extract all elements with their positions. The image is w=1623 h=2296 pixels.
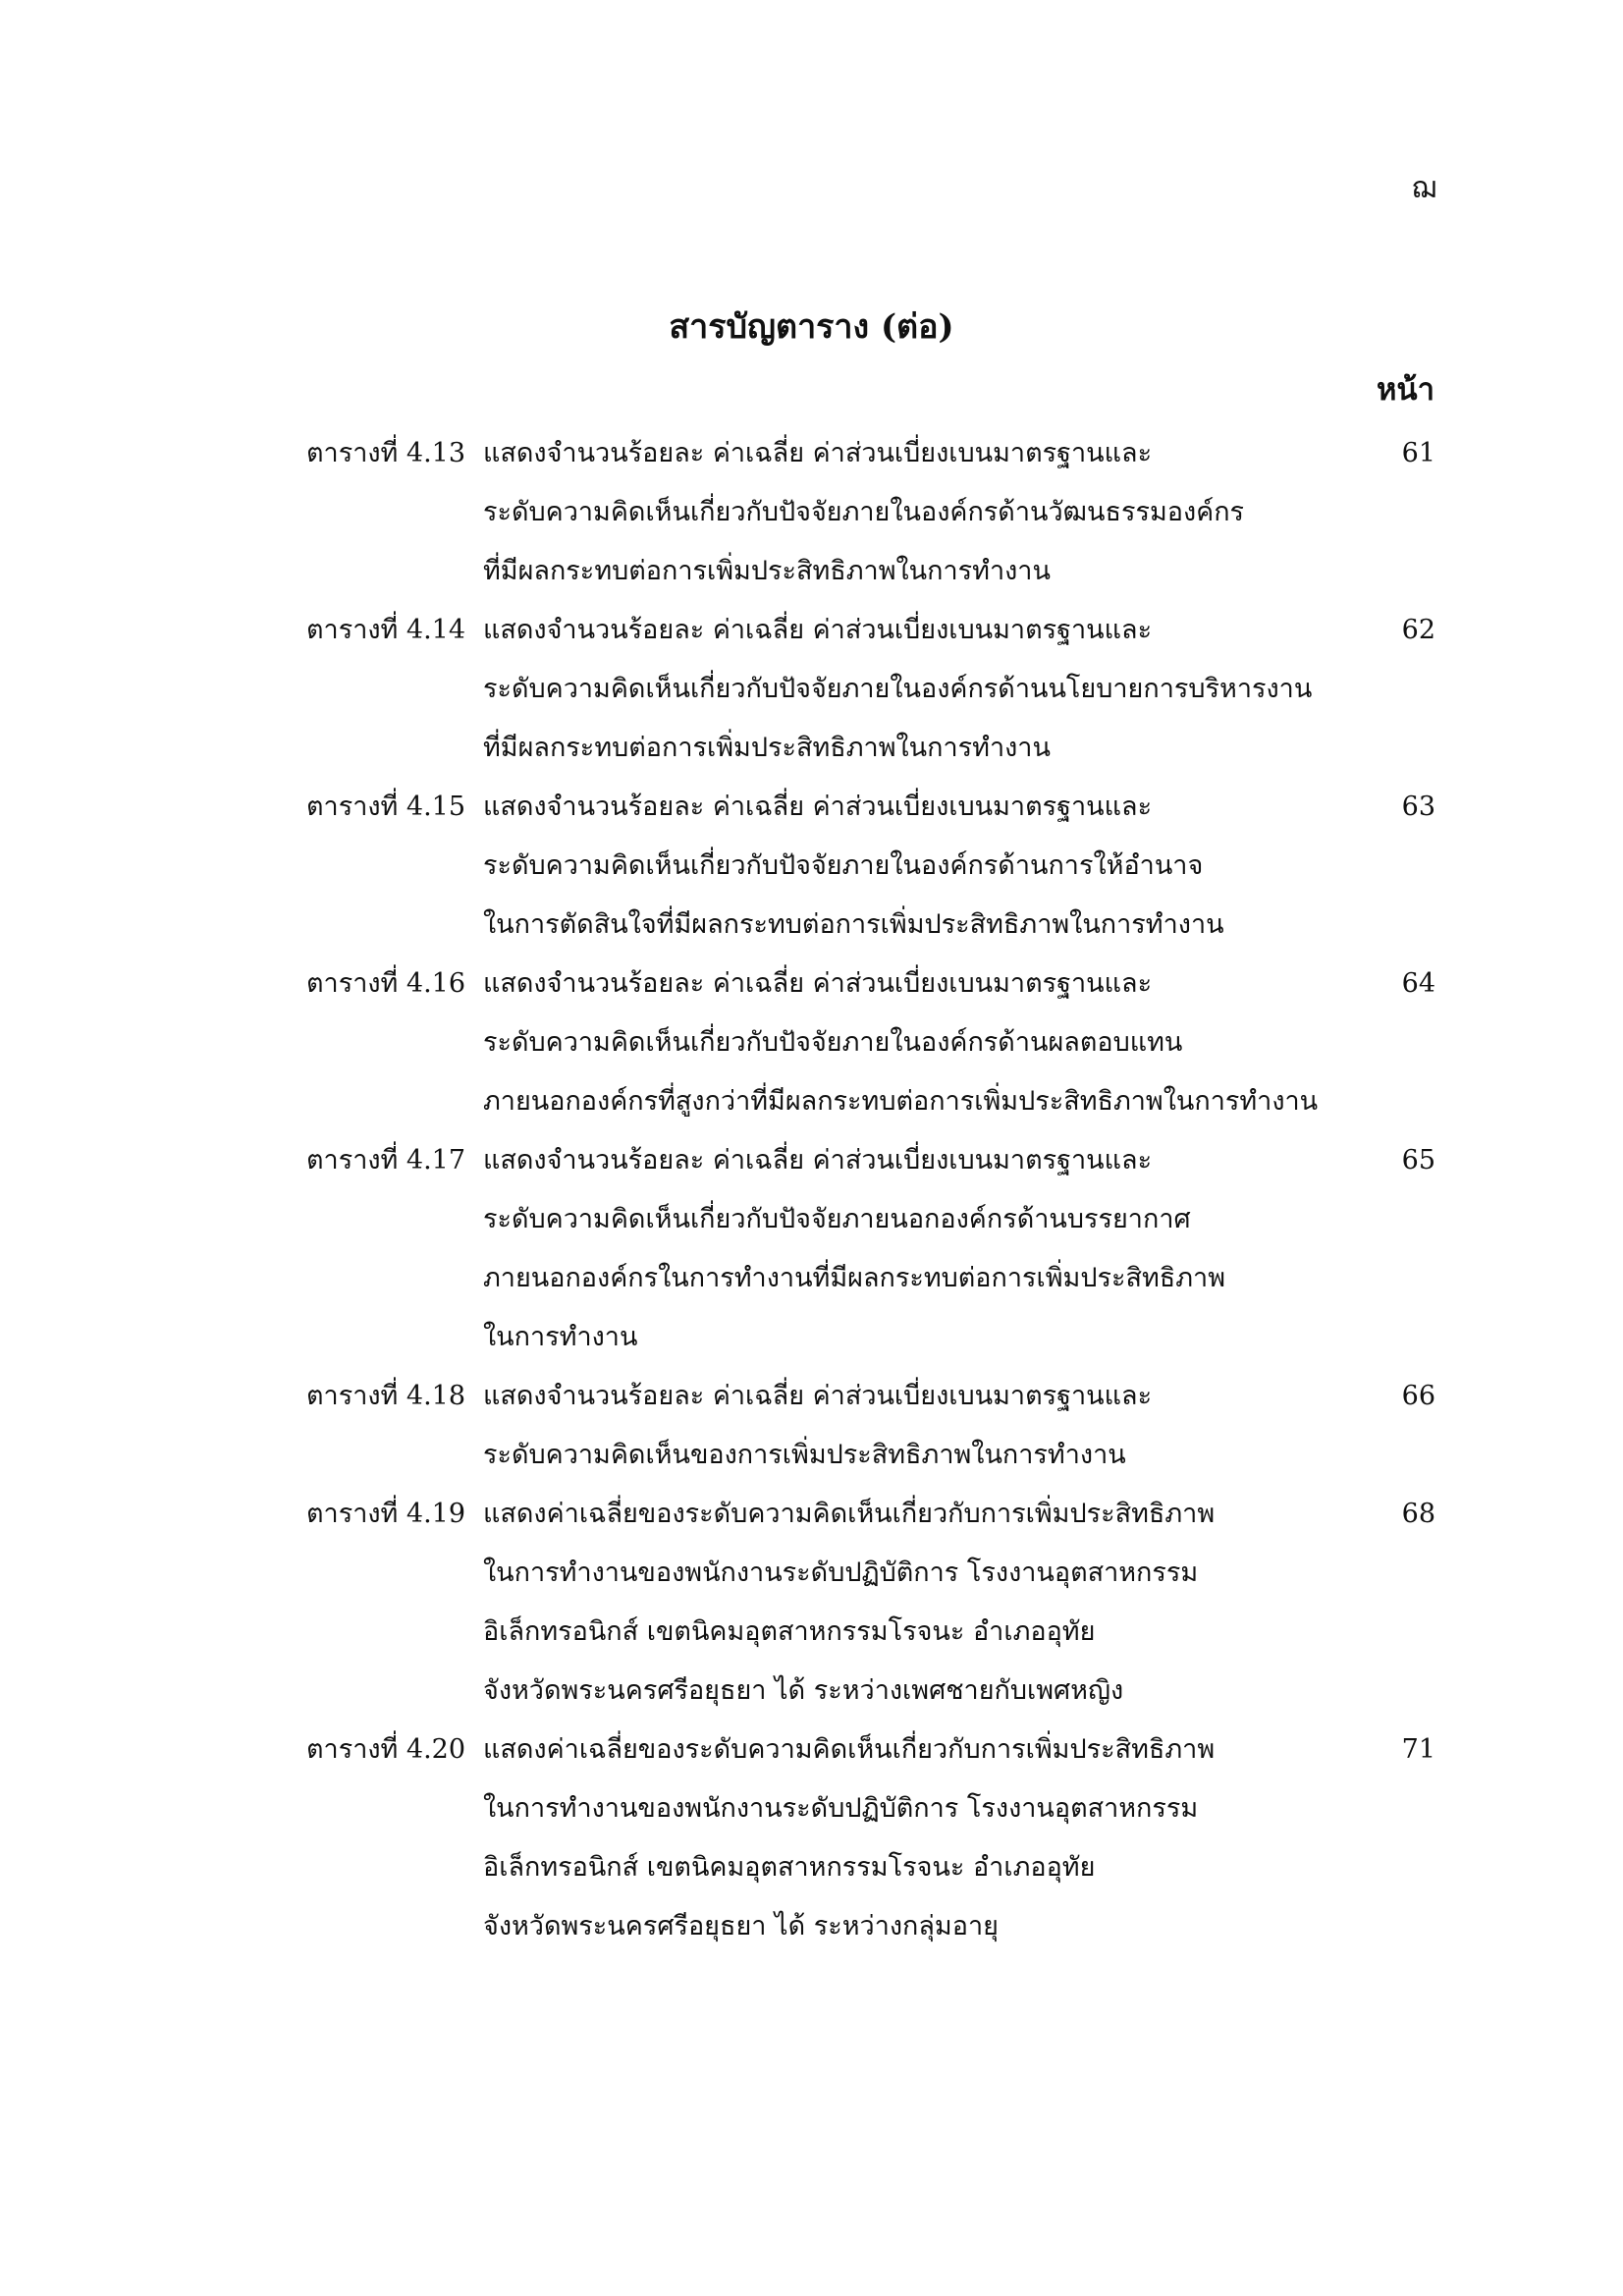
toc-entry-description-line: จังหวัดพระนครศรีอยุธยา ได้ ระหว่างกลุ่มอายุ	[483, 1911, 999, 1941]
toc-entry-label: ตารางที่ 4.13	[306, 438, 466, 468]
toc-entry-description-line: อิเล็กทรอนิกส์ เขตนิคมอุตสาหกรรมโรจนะ อำเภออุทัย	[483, 1616, 1096, 1647]
toc-entry-label: ตารางที่ 4.19	[306, 1499, 466, 1529]
toc-entry	[306, 955, 1445, 1131]
toc-entry-label: ตารางที่ 4.18	[306, 1381, 466, 1411]
toc-entry-description	[483, 1367, 1367, 1485]
toc-entry-description-line: แสดงจำนวนร้อยละ ค่าเฉลี่ย ค่าส่วนเบี่ยงเบนมาตรฐานและ	[483, 792, 1153, 822]
toc-entry-description	[483, 424, 1367, 601]
toc-entry-page-number: 63	[1401, 792, 1435, 822]
toc-entry	[306, 424, 1445, 601]
toc-entry-label: ตารางที่ 4.17	[306, 1145, 466, 1175]
toc-entry-description-line: ที่มีผลกระทบต่อการเพิ่มประสิทธิภาพในการทำงาน	[483, 733, 1051, 763]
toc-entry-description-line: ระดับความคิดเห็นเกี่ยวกับปัจจัยภายในองค์กรด้านวัฒนธรรมองค์กร	[483, 497, 1245, 527]
toc-entry-description	[483, 1485, 1367, 1721]
toc-entry-page-number: 66	[1401, 1381, 1435, 1411]
toc-entry-description-line: แสดงจำนวนร้อยละ ค่าเฉลี่ย ค่าส่วนเบี่ยงเบนมาตรฐานและ	[483, 1145, 1153, 1175]
toc-entry	[306, 1485, 1445, 1721]
toc-entry-description	[483, 778, 1367, 955]
toc-entry-label: ตารางที่ 4.14	[306, 615, 466, 645]
toc-entry-description	[483, 601, 1367, 778]
toc-entry-description-line: แสดงค่าเฉลี่ยของระดับความคิดเห็นเกี่ยวกับการเพิ่มประสิทธิภาพ	[483, 1499, 1216, 1529]
page-number: ฌ	[1411, 171, 1436, 205]
toc-entry-page-number: 71	[1401, 1734, 1435, 1765]
toc-entry-description-line: ในการทำงานของพนักงานระดับปฏิบัติการ โรงงานอุตสาหกรรม	[483, 1558, 1199, 1588]
toc-entry-description-line: ระดับความคิดเห็นเกี่ยวกับปัจจัยภายนอกองค์กรด้านบรรยากาศ	[483, 1204, 1191, 1234]
toc-entry-description-line: อิเล็กทรอนิกส์ เขตนิคมอุตสาหกรรมโรจนะ อำเภออุทัย	[483, 1852, 1096, 1883]
toc-entry-description	[483, 1721, 1367, 1956]
toc-entry-description-line: ในการทำงาน	[483, 1322, 638, 1352]
toc-entry-description-line: ระดับความคิดเห็นเกี่ยวกับปัจจัยภายในองค์กรด้านการให้อำนาจ	[483, 850, 1204, 881]
toc-entry-description-line: แสดงจำนวนร้อยละ ค่าเฉลี่ย ค่าส่วนเบี่ยงเบนมาตรฐานและ	[483, 1381, 1153, 1411]
toc-entry-label: ตารางที่ 4.16	[306, 968, 466, 999]
toc-entry-page-number: 61	[1401, 438, 1435, 468]
toc-entry-description-line: ภายนอกองค์กรที่สูงกว่าที่มีผลกระทบต่อการเพิ่มประสิทธิภาพในการทำงาน	[483, 1086, 1319, 1117]
toc-entry	[306, 1131, 1445, 1367]
toc-entry-description-line: แสดงจำนวนร้อยละ ค่าเฉลี่ย ค่าส่วนเบี่ยงเบนมาตรฐานและ	[483, 615, 1153, 645]
toc-entry-description	[483, 955, 1367, 1131]
toc-entry-description	[483, 1131, 1367, 1367]
toc-entry-page-number: 64	[1401, 968, 1435, 999]
toc-entry-page-number: 62	[1401, 615, 1435, 645]
toc-entry-description-line: ระดับความคิดเห็นของการเพิ่มประสิทธิภาพในการทำงาน	[483, 1440, 1126, 1470]
toc-entry-page-number: 65	[1401, 1145, 1435, 1175]
toc-entry-description-line: ในการทำงานของพนักงานระดับปฏิบัติการ โรงงานอุตสาหกรรม	[483, 1793, 1199, 1824]
toc-entry-description-line: ระดับความคิดเห็นเกี่ยวกับปัจจัยภายในองค์กรด้านผลตอบแทน	[483, 1027, 1183, 1058]
page-column-header: หน้า	[1376, 372, 1434, 408]
toc-entry	[306, 1721, 1445, 1956]
toc-entry-description-line: ในการตัดสินใจที่มีผลกระทบต่อการเพิ่มประสิทธิภาพในการทำงาน	[483, 909, 1224, 940]
toc-entry-page-number: 68	[1401, 1499, 1435, 1529]
toc-entry	[306, 601, 1445, 778]
toc-entry-description-line: แสดงค่าเฉลี่ยของระดับความคิดเห็นเกี่ยวกับการเพิ่มประสิทธิภาพ	[483, 1734, 1216, 1765]
toc-entry-description-line: ภายนอกองค์กรในการทำงานที่มีผลกระทบต่อการเพิ่มประสิทธิภาพ	[483, 1263, 1226, 1293]
toc-entry-description-line: ระดับความคิดเห็นเกี่ยวกับปัจจัยภายในองค์กรด้านนโยบายการบริหารงาน	[483, 674, 1313, 704]
toc-entry	[306, 778, 1445, 955]
page-title: สารบัญตาราง (ต่อ)	[669, 307, 954, 347]
toc-entry-label: ตารางที่ 4.20	[306, 1734, 466, 1765]
toc-entry-label: ตารางที่ 4.15	[306, 792, 466, 822]
table-of-contents-list	[306, 424, 1445, 1956]
toc-entry-description-line: แสดงจำนวนร้อยละ ค่าเฉลี่ย ค่าส่วนเบี่ยงเบนมาตรฐานและ	[483, 438, 1153, 468]
toc-entry-description-line: ที่มีผลกระทบต่อการเพิ่มประสิทธิภาพในการทำงาน	[483, 556, 1051, 586]
toc-entry-description-line: แสดงจำนวนร้อยละ ค่าเฉลี่ย ค่าส่วนเบี่ยงเบนมาตรฐานและ	[483, 968, 1153, 999]
toc-entry-description-line: จังหวัดพระนครศรีอยุธยา ได้ ระหว่างเพศชายกับเพศหญิง	[483, 1675, 1124, 1706]
toc-entry	[306, 1367, 1445, 1485]
